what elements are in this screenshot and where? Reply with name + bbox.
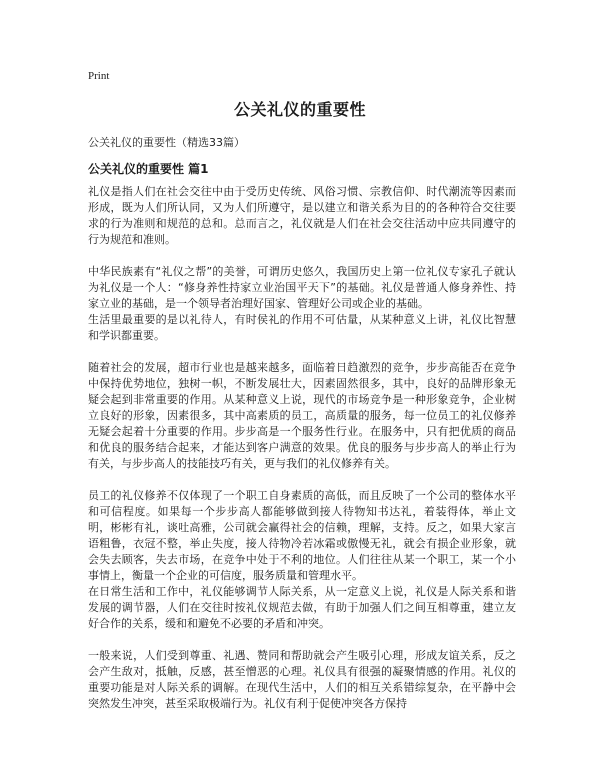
paragraph-4: 随着社会的发展，超市行业也是越来越多，面临着日趋激烈的竞争，步步高能否在竞争中保持优势地位，独树一帜，不断发展壮大，因素固然很多，其中，良好的品牌形象无疑会起到非常重要的作用。从某种意义上说，现代的市场竞争是一种形象竞争，企业树立良好的形象，因素很多，其中高素质的员工，高质量的服务，每一位员工的礼仪修养无疑会起着十分重要的作用。步步高是一个服务性行业。在服务中，只有把优质的商品和优良的服务结合起来，才能达到客户满意的效果。优良的服务与步步高人的举止行为有关，与步步高人的技能技巧有关，更与我们的礼仪修养有关。 [88, 361, 516, 470]
section-heading: 公关礼仪的重要性 篇1 [88, 162, 209, 176]
print-label[interactable]: Print [88, 70, 110, 82]
paragraph-6: 在日常生活和工作中，礼仪能够调节人际关系，从一定意义上说，礼仪是人际关系和谐发展的调节器，人们在交往时按礼仪规范去做，有助于加强人们之间互相尊重，建立友好合作的关系，缓和和避免不必要的矛盾和冲突。 [88, 585, 516, 630]
document-subtitle: 公关礼仪的重要性（精选33篇） [88, 136, 245, 149]
body-text [88, 184, 516, 712]
paragraph-3: 生活里最重要的是以礼待人，有时侯礼的作用不可估量，从某种意义上讲，礼仪比智慧和学识都重要。 [88, 313, 516, 342]
paragraph-1: 礼仪是指人们在社会交往中由于受历史传统、风俗习惯、宗教信仰、时代潮流等因素而形成，既为人们所认同，又为人们所遵守，是以建立和谐关系为目的的各种符合交往要求的行为准则和规范的总和。总而言之，礼仪就是人们在社会交往活动中应共同遵守的行为规范和准则。 [88, 185, 516, 246]
paragraph-7: 一般来说，人们受到尊重、礼遇、赞同和帮助就会产生吸引心理，形成友谊关系，反之会产生敌对，抵触，反感，甚至憎恶的心理。礼仪具有很强的凝聚情感的作用。礼仪的重要功能是对人际关系的调解。在现代生活中，人们的相互关系错综复杂，在平静中会突然发生冲突，甚至采取极端行为。礼仪有利于促使冲突各方保持 [88, 649, 516, 710]
paragraph-5: 员工的礼仪修养不仅体现了一个职工自身素质的高低，而且反映了一个公司的整体水平和可信程度。如果每一个步步高人都能够做到接人待物知书达礼，着装得体，举止文明，彬彬有礼，谈吐高雅，公司就会赢得社会的信赖，理解，支持。反之，如果大家言语粗鲁，衣冠不整，举止失度，接人待物冷若冰霜或傲慢无礼，就会有损企业形象，就会失去顾客，失去市场，在竞争中处于不利的地位。人们往往从某一个职工，某一个小事情上，衡量一个企业的可信度，服务质量和管理水平。 [88, 489, 516, 582]
paragraph-2: 中华民族素有“礼仪之帮”的美誉，可谓历史悠久，我国历史上第一位礼仪专家孔子就认为礼仪是一个人：“修身养性持家立业治国平天下”的基础。礼仪是普通人修身养性、持家立业的基础，是一个领导者治理好国家、管理好公司或企业的基础。 [88, 265, 516, 310]
document-title: 公关礼仪的重要性 [233, 100, 366, 119]
